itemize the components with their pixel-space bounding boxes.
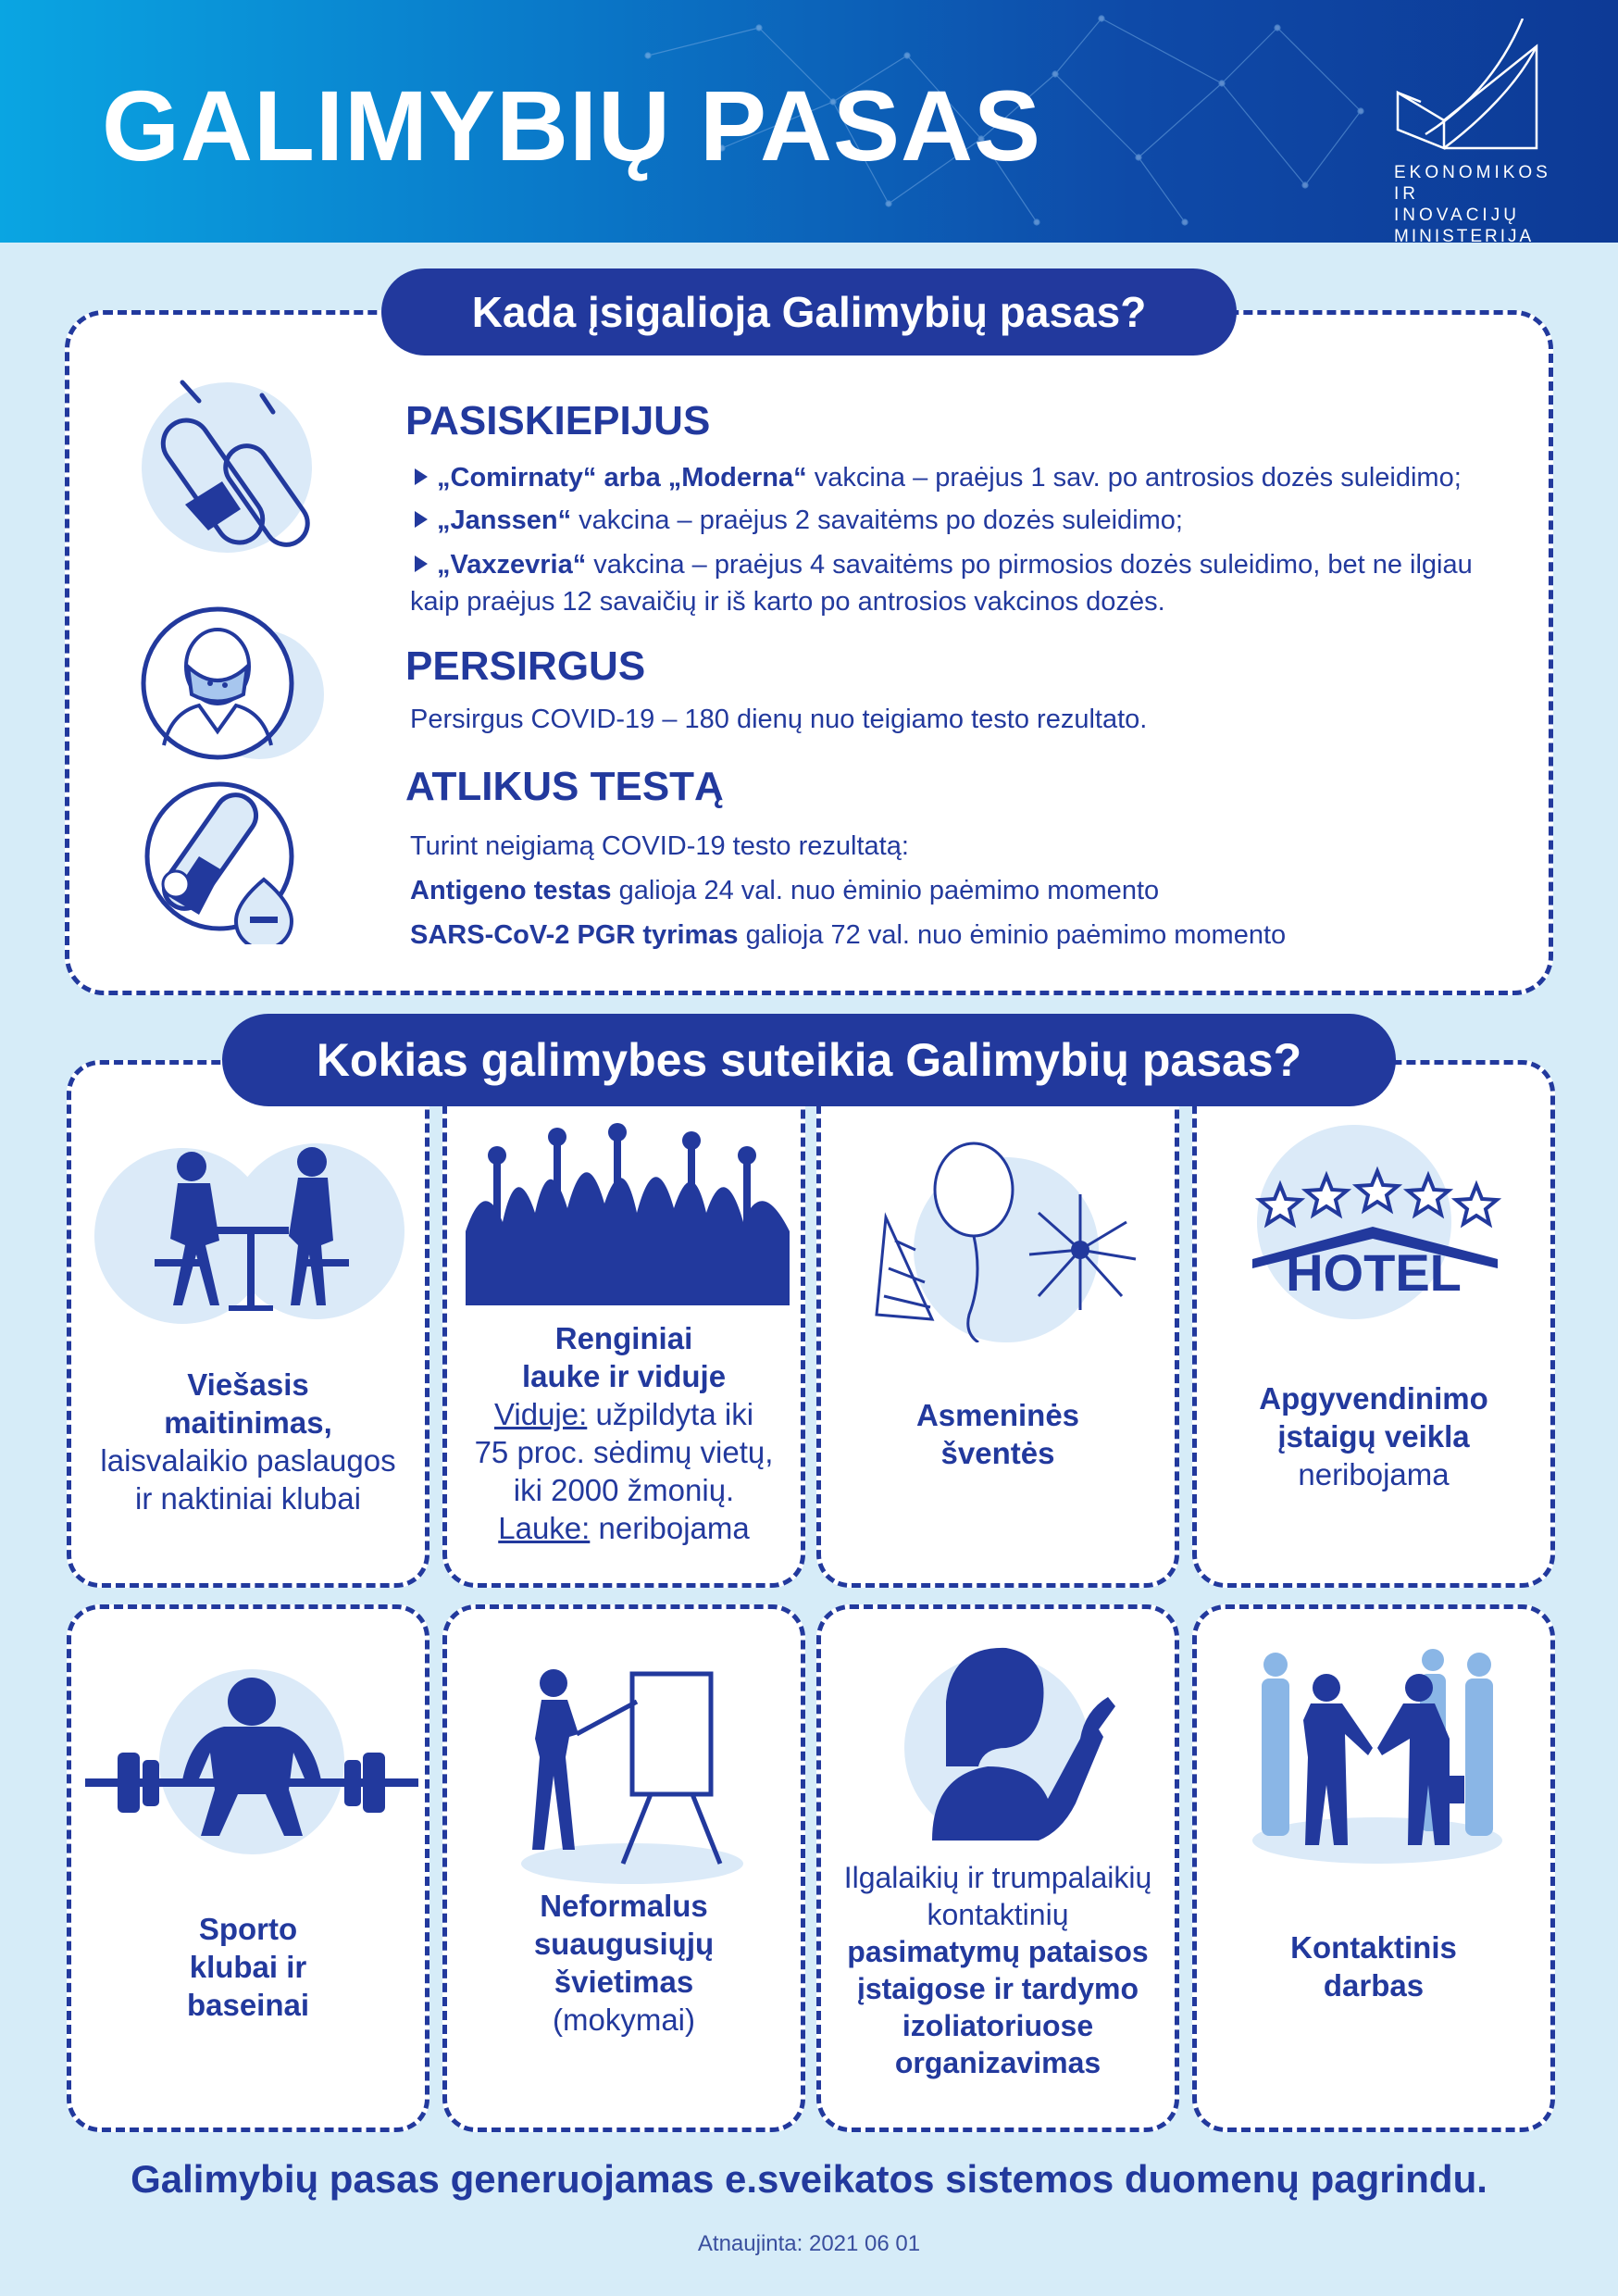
vaccination-item-1: „Comirnaty“ arba „Moderna“ vakcina – praėjus 1 sav. po antrosios dozės suleidimo;	[415, 457, 1462, 498]
vaccination-item-3-cont: kaip praėjus 12 savaičių ir iš karto po antrosios vakcinos dozės.	[410, 587, 1165, 617]
opportunities-title: Kokias galimybes suteikia Galimybių pasas?	[222, 1014, 1396, 1106]
pcr-test-line: SARS-CoV-2 PGR tyrimas galioja 72 val. nuo ėminio paėmimo momento	[410, 920, 1287, 950]
cell-sports	[67, 1604, 429, 2132]
footer-note: Galimybių pasas generuojamas e.sveikatos sistemos duomenų pagrindu.	[131, 2157, 1487, 2201]
ministry-logo-text: EKONOMIKOS IR INOVACIJŲ MINISTERIJA	[1394, 163, 1551, 243]
cell-accommodation	[1192, 1060, 1555, 1588]
tested-intro: Turint neigiamą COVID-19 testo rezultatą:	[410, 831, 909, 861]
party-balloon-fireworks-icon	[858, 1139, 1154, 1342]
bullet-arrow-icon	[415, 511, 428, 528]
updated-date: Atnaujinta: 2021 06 01	[697, 2231, 921, 2256]
cell-catering	[67, 1060, 429, 1588]
masked-doctor-icon	[134, 593, 329, 778]
cell-celebrations-caption: Asmeninės šventės	[915, 1398, 1080, 1470]
cell-catering-caption: Viešasis maitinimas, laisvalaikio paslaugos ir naktiniai klubai	[100, 1367, 396, 1516]
cell-contact-work	[1192, 1604, 1555, 2132]
bullet-arrow-icon	[415, 468, 428, 485]
cell-education-caption: Neformalus suaugusiųjų švietimas (mokymai)	[533, 1889, 715, 2037]
cell-events-caption: Renginiai lauke ir viduje Viduje: užpildyta iki 75 proc. sėdimų vietų, iki 2000 žmonių. Lauke: neribojama	[474, 1321, 774, 1545]
crowd-icon	[466, 1120, 790, 1305]
waving-person-icon	[877, 1628, 1136, 1850]
vaccination-item-3: „Vaxzevria“ vakcina – praėjus 4 savaitėms po pirmosios dozės suleidimo, bet ne ilgiau	[415, 544, 1473, 585]
cell-visits-caption: Ilgalaikių ir trumpalaikių kontaktinių pasimatymų pataisos įstaigose ir tardymo izoliatoriuose organizavimas	[843, 1861, 1152, 2079]
cafe-couple-icon	[94, 1129, 409, 1333]
business-handshake-icon	[1238, 1637, 1516, 1878]
cell-sports-caption: Sporto klubai ir baseinai	[186, 1912, 310, 2022]
antigen-test-line: Antigeno testas galioja 24 val. nuo ėminio paėmimo momento	[410, 876, 1160, 905]
weightlifter-icon	[85, 1660, 418, 1864]
vaccination-heading: PASISKIEPIJUS	[405, 398, 711, 443]
header-banner	[0, 0, 1618, 243]
cell-education	[442, 1604, 805, 2132]
cell-events	[442, 1060, 805, 1588]
vaccine-syringe-icon	[134, 375, 319, 560]
presenter-board-icon	[503, 1646, 762, 1887]
cell-accommodation-caption: Apgyvendinimo įstaigų veikla neribojama	[1259, 1381, 1488, 1491]
cell-celebrations	[816, 1060, 1179, 1588]
validity-title: Kada įsigalioja Galimybių pasas?	[381, 268, 1237, 356]
test-tube-negative-icon	[134, 768, 319, 944]
recovered-heading: PERSIRGUS	[405, 643, 646, 689]
vaccination-item-2: „Janssen“ vakcina – praėjus 2 savaitėms po dozės suleidimo;	[415, 500, 1183, 541]
hotel-sign-text: HOTEL	[1286, 1243, 1462, 1302]
cell-contact-work-caption: Kontaktinis darbas	[1290, 1930, 1457, 2003]
tested-heading: ATLIKUS TESTĄ	[405, 764, 724, 809]
cell-visits	[816, 1604, 1179, 2132]
recovered-text: Persirgus COVID-19 – 180 dienų nuo teigiamo testo rezultato.	[410, 705, 1148, 734]
page-title: GALIMYBIŲ PASAS	[102, 69, 1042, 181]
bullet-arrow-icon	[415, 555, 428, 572]
